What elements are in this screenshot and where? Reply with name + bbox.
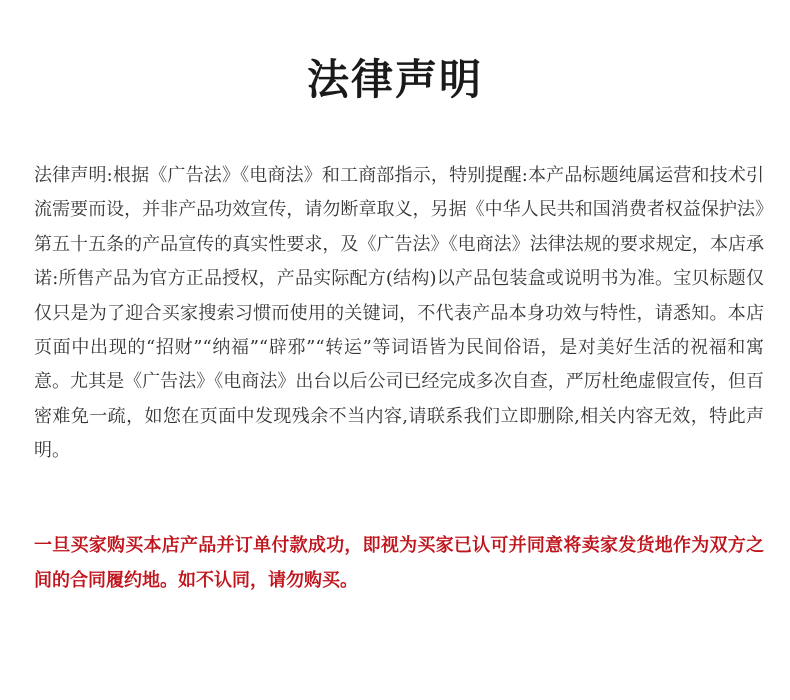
page-title: 法律声明 <box>306 55 483 104</box>
legal-statement-body: 法律声明:根据《广告法》《电商法》和工商部指示，特别提醒:本产品标题纯属运营和技术引流需要而设，并非产品功效宣传，请勿断章取义，另据《中华人民共和国消费者权益保护法》第五十五条的产品宣传的真实性要求，及《广告法》《电商法》法律法规的要求规定，本店承诺:所售产品为官方正品授权，产品实际配方(结构)以产品包装盒或说明书为准。宝贝标题仅仅只是为了迎合买家搜索习惯而使用的关键词，不代表产品本身功效与特性，请悉知。本店页面中出现的“招财”“纳福”“辟邪”“转运”等词语皆为民间俗语，是对美好生活的祝福和寓意。尤其是《广告法》《电商法》出台以后公司已经完成多次自查，严厉杜绝虚假宣传，但百密难免一疏，如您在页面中发现残余不当内容,请联系我们立即删除,相关内容无效，特此声明。 <box>34 165 764 462</box>
purchase-notice: 一旦买家购买本店产品并订单付款成功，即视为买家已认可并同意将卖家发货地作为双方之间的合同履约地。如不认同，请勿购买。 <box>34 535 764 591</box>
